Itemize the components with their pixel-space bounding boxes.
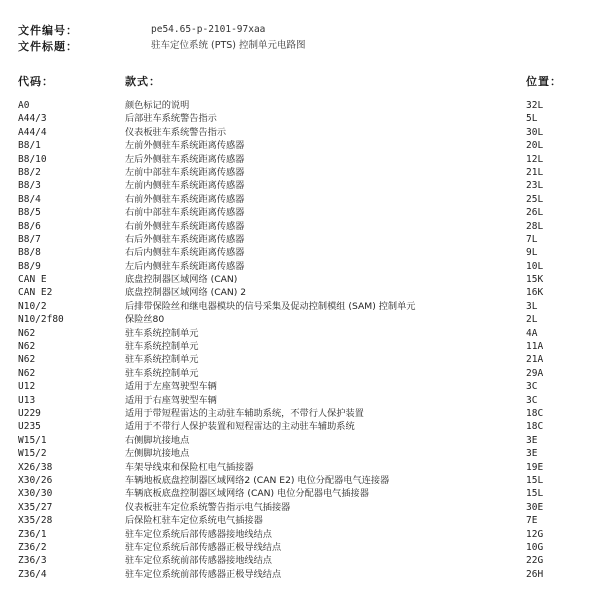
- row-description: 驻车系统控制单元: [125, 367, 199, 379]
- row-code: A0: [18, 100, 30, 111]
- row-description: 保险丝80: [125, 314, 165, 326]
- row-position: 10L: [526, 260, 544, 272]
- row-code: B8/3: [18, 180, 41, 192]
- row-description: 车辆地板底盘控制器区域网络2 (CAN E2) 电位分配器电气连接器: [125, 474, 390, 486]
- row-code: Z36/4: [18, 568, 47, 580]
- row-position: 3C: [526, 381, 538, 393]
- table-row: [0, 220, 609, 233]
- table-row: [0, 380, 609, 393]
- row-position: 7L: [526, 233, 538, 245]
- row-code: A44/3: [18, 113, 47, 125]
- row-code: CAN E: [18, 274, 47, 286]
- doc-title-value: 驻车定位系统 (PTS) 控制单元电路图: [151, 40, 306, 51]
- row-description: 左前内侧驻车系统距离传感器: [125, 180, 245, 192]
- table-row: [0, 260, 609, 273]
- row-description: 驻车定位系统后部传感器接地线结点: [125, 528, 272, 540]
- row-description: 后部驻车系统警告指示: [125, 113, 217, 125]
- row-description: 车架导线束和保险杠电气插接器: [125, 461, 254, 473]
- doc-number-label: 文件编号：: [18, 24, 78, 37]
- row-description: 适用于右座驾驶型车辆: [125, 394, 217, 406]
- row-code: U12: [18, 381, 36, 393]
- row-code: N62: [18, 354, 36, 366]
- table-row: [0, 313, 609, 326]
- table-row: [0, 434, 609, 447]
- row-description: 颜色标记的说明: [125, 100, 190, 111]
- legend-table: [0, 99, 609, 581]
- table-row: [0, 99, 609, 112]
- table-row: [0, 206, 609, 219]
- row-position: 3E: [526, 448, 538, 460]
- row-code: X35/27: [18, 501, 53, 513]
- table-row: [0, 153, 609, 166]
- row-code: B8/7: [18, 233, 41, 245]
- row-position: 26H: [526, 568, 544, 580]
- row-position: 11A: [526, 341, 544, 353]
- row-code: B8/8: [18, 247, 41, 259]
- table-row: [0, 193, 609, 206]
- row-position: 12L: [526, 153, 544, 165]
- row-position: 21A: [526, 354, 544, 366]
- table-row: [0, 273, 609, 286]
- row-position: 29A: [526, 367, 544, 379]
- column-header-code: 代码：: [18, 75, 54, 88]
- row-description: 底盘控制器区域网络 (CAN) 2: [125, 287, 247, 299]
- table-row: [0, 394, 609, 407]
- row-description: 车辆底板底盘控制器区域网络 (CAN) 电位分配器电气插接器: [125, 488, 369, 500]
- table-row: [0, 407, 609, 420]
- row-position: 30E: [526, 501, 544, 513]
- table-row: [0, 340, 609, 353]
- row-position: 2L: [526, 314, 538, 326]
- row-position: 25L: [526, 193, 544, 205]
- row-description: 左前外侧驻车系统距离传感器: [125, 140, 245, 152]
- row-code: X30/30: [18, 488, 53, 500]
- table-row: [0, 541, 609, 554]
- row-description: 后保险杠驻车定位系统电气插接器: [125, 515, 263, 527]
- row-description: 左后内侧驻车系统距离传感器: [125, 260, 245, 272]
- row-code: N62: [18, 341, 36, 353]
- table-row: [0, 139, 609, 152]
- row-code: W15/1: [18, 434, 47, 446]
- row-code: B8/1: [18, 140, 41, 152]
- row-position: 20L: [526, 140, 544, 152]
- row-code: CAN E2: [18, 287, 53, 299]
- row-position: 26L: [526, 207, 544, 219]
- row-description: 适用于左座驾驶型车辆: [125, 381, 217, 393]
- row-code: B8/5: [18, 207, 41, 219]
- doc-number-row: [18, 22, 265, 38]
- row-code: Z36/3: [18, 555, 47, 567]
- row-description: 右前中部驻车系统距离传感器: [125, 207, 245, 219]
- row-code: B8/10: [18, 153, 47, 165]
- row-position: 15L: [526, 474, 544, 486]
- row-position: 9L: [526, 247, 538, 259]
- column-header-position: 位置：: [526, 75, 562, 88]
- row-description: 仪表板驻车定位系统警告指示电气插接器: [125, 501, 291, 513]
- row-position: 19E: [526, 461, 544, 473]
- row-position: 16K: [526, 287, 544, 299]
- row-position: 23L: [526, 180, 544, 192]
- row-position: 22G: [526, 555, 544, 567]
- row-description: 右前外侧驻车系统距离传感器: [125, 193, 245, 205]
- row-position: 12G: [526, 528, 544, 540]
- row-code: N62: [18, 367, 36, 379]
- row-position: 4A: [526, 327, 538, 339]
- row-code: U13: [18, 394, 36, 406]
- row-description: 驻车定位系统后部传感器正极导线结点: [125, 541, 282, 553]
- row-position: 7E: [526, 515, 538, 527]
- row-description: 驻车系统控制单元: [125, 341, 199, 353]
- table-row: [0, 554, 609, 567]
- row-description: 驻车定位系统前部传感器正极导线结点: [125, 568, 282, 580]
- table-row: [0, 112, 609, 125]
- row-code: N10/2: [18, 300, 47, 312]
- row-code: Z36/1: [18, 528, 47, 540]
- row-description: 左前中部驻车系统距离传感器: [125, 166, 245, 178]
- doc-number-value: pe54.65-p-2101-97xaa: [151, 24, 266, 35]
- row-description: 右侧脚坑接地点: [125, 434, 190, 446]
- column-header-description: 款式：: [125, 75, 161, 88]
- doc-title-row: [18, 38, 306, 54]
- row-code: B8/4: [18, 193, 41, 205]
- row-description: 左后外侧驻车系统距离传感器: [125, 153, 245, 165]
- row-position: 32L: [526, 100, 544, 111]
- row-code: N62: [18, 327, 36, 339]
- row-code: X30/26: [18, 474, 53, 486]
- row-code: U235: [18, 421, 41, 433]
- table-row: [0, 233, 609, 246]
- table-row: [0, 126, 609, 139]
- row-description: 右后内侧驻车系统距离传感器: [125, 247, 245, 259]
- table-row: [0, 514, 609, 527]
- row-description: 驻车定位系统前部传感器接地线结点: [125, 555, 272, 567]
- row-code: W15/2: [18, 448, 47, 460]
- table-row: [0, 447, 609, 460]
- row-position: 3C: [526, 394, 538, 406]
- row-code: X35/28: [18, 515, 53, 527]
- row-position: 10G: [526, 541, 544, 553]
- row-code: U229: [18, 407, 41, 419]
- table-row: [0, 461, 609, 474]
- table-row: [0, 487, 609, 500]
- row-description: 仪表板驻车系统警告指示: [125, 126, 227, 138]
- table-row: [0, 327, 609, 340]
- row-description: 左侧脚坑接地点: [125, 448, 190, 460]
- row-position: 5L: [526, 113, 538, 125]
- table-row: [0, 528, 609, 541]
- row-position: 21L: [526, 166, 544, 178]
- table-row: [0, 246, 609, 259]
- table-row: [0, 420, 609, 433]
- row-description: 右前外侧驻车系统距离传感器: [125, 220, 245, 232]
- row-code: A44/4: [18, 126, 47, 138]
- row-position: 18C: [526, 407, 544, 419]
- row-position: 30L: [526, 126, 544, 138]
- table-row: [0, 353, 609, 366]
- row-description: 驻车系统控制单元: [125, 327, 199, 339]
- row-description: 右后外侧驻车系统距离传感器: [125, 233, 245, 245]
- row-position: 15K: [526, 274, 544, 286]
- table-row: [0, 568, 609, 581]
- row-position: 28L: [526, 220, 544, 232]
- table-row: [0, 286, 609, 299]
- row-description: 适用于带短程雷达的主动驻车辅助系统，不带行人保护装置: [125, 407, 364, 419]
- row-position: 18C: [526, 421, 544, 433]
- table-row: [0, 501, 609, 514]
- table-row: [0, 474, 609, 487]
- row-position: 3L: [526, 300, 538, 312]
- doc-title-label: 文件标题：: [18, 40, 78, 53]
- row-position: 15L: [526, 488, 544, 500]
- row-description: 驻车系统控制单元: [125, 354, 199, 366]
- row-description: 后排带保险丝和继电器模块的信号采集及促动控制模组 (SAM) 控制单元: [125, 300, 416, 312]
- table-row: [0, 300, 609, 313]
- row-position: 3E: [526, 434, 538, 446]
- row-code: X26/38: [18, 461, 53, 473]
- row-code: N10/2f80: [18, 314, 64, 326]
- row-code: B8/2: [18, 166, 41, 178]
- table-row: [0, 166, 609, 179]
- row-code: Z36/2: [18, 541, 47, 553]
- row-code: B8/9: [18, 260, 41, 272]
- row-code: B8/6: [18, 220, 41, 232]
- table-row: [0, 367, 609, 380]
- table-row: [0, 179, 609, 192]
- row-description: 适用于不带行人保护装置和短程雷达的主动驻车辅助系统: [125, 421, 355, 433]
- row-description: 底盘控制器区域网络 (CAN): [125, 274, 238, 286]
